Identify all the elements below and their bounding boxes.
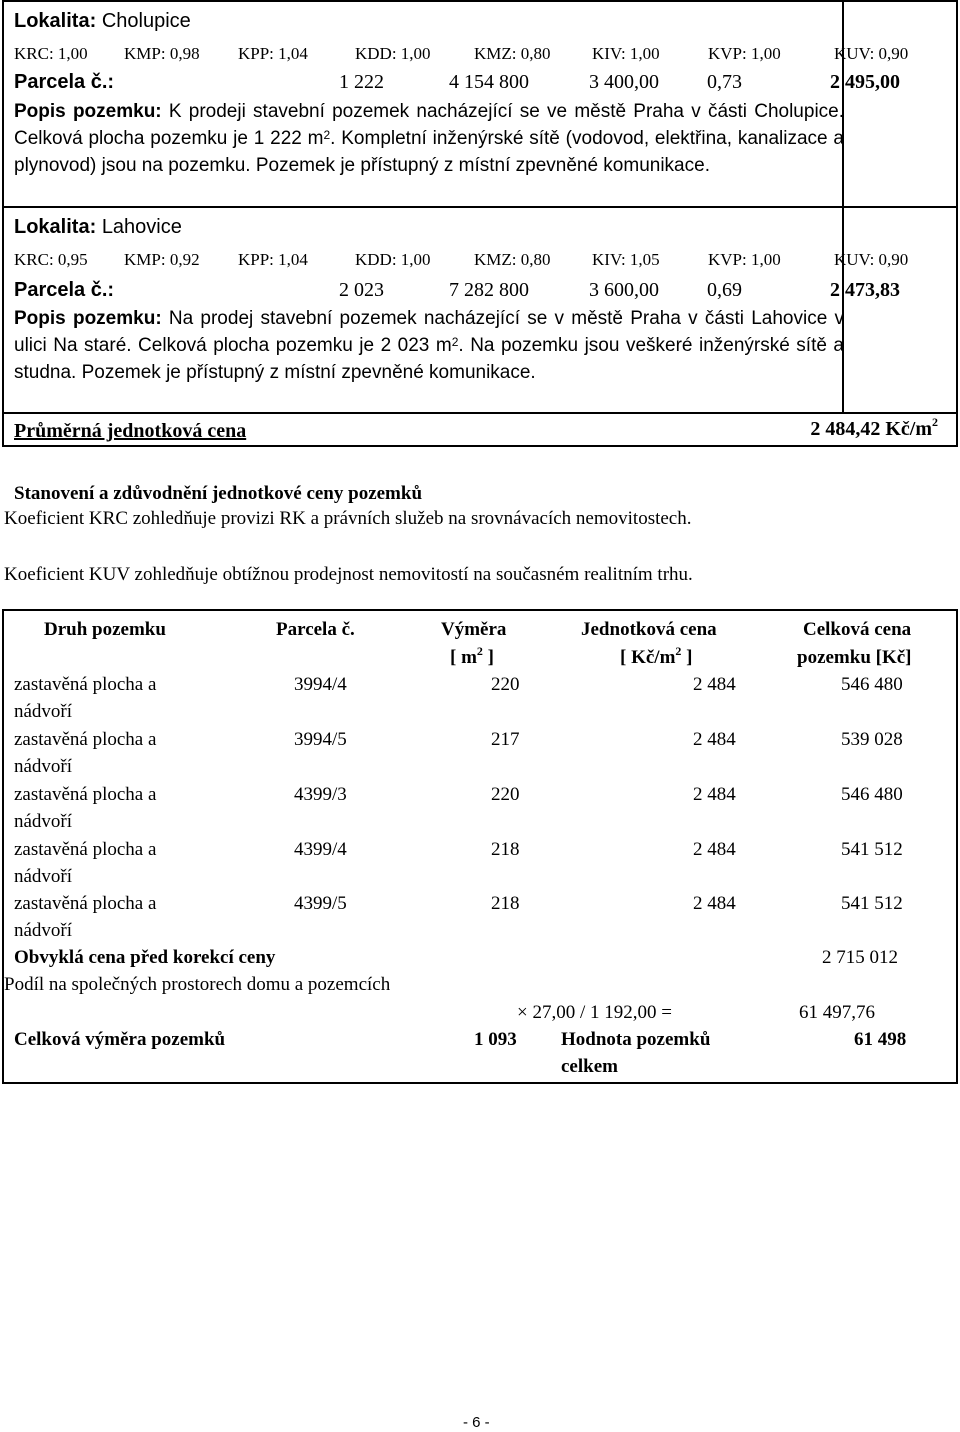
coef-kdd: KDD: 1,00: [355, 44, 431, 63]
justification-line-1: Koeficient KRC zohledňuje provizi RK a právních služeb na srovnávacích nemovitostech.: [4, 508, 692, 529]
cell-celkova: 539 028: [841, 729, 903, 750]
desc-label: Popis pozemku:: [14, 101, 162, 122]
coef-kvp: KVP: 1,00: [708, 44, 781, 63]
desc-text: Na prodej stavební pozemek nacházející se v městě Praha v části Lahovice v ulici Na staré. Celková plocha pozemku je 2 023 m: [14, 308, 844, 356]
unit-text: [ m: [450, 647, 477, 668]
unit-sup: 2: [476, 644, 483, 658]
coef-kpp: KPP: 1,04: [238, 44, 308, 63]
justification-line-2: Koeficient KUV zohledňuje obtížnou prodejnost nemovitostí na současném realitním trhu.: [4, 564, 693, 585]
hodnota-label-2: celkem: [561, 1056, 618, 1077]
cell-parcela: 3994/4: [294, 674, 347, 695]
desc-sup: 2: [451, 335, 459, 349]
unit-sup: 2: [675, 644, 682, 658]
cell-druh-2: nádvoří: [14, 920, 73, 941]
average-label: Průměrná jednotková cena: [14, 420, 247, 442]
cell-jednotkova: 2 484: [693, 784, 736, 805]
parcel-price: 7 282 800: [449, 279, 529, 301]
cell-vymera: 220: [491, 784, 520, 805]
header-parcela: Parcela č.: [276, 619, 355, 640]
hodnota-value: 61 498: [854, 1029, 907, 1050]
loc2-name: Lahovice: [101, 216, 182, 238]
average-value: [810, 415, 938, 441]
hodnota-label: Hodnota pozemků: [561, 1029, 711, 1050]
header-druh: Druh pozemku: [44, 619, 166, 640]
coef-krc: KRC: 1,00: [14, 44, 88, 63]
cell-parcela: 4399/3: [294, 784, 347, 805]
cell-vymera: 218: [491, 893, 520, 914]
desc-text: K prodeji stavební pozemek nacházející se ve městě Praha v části Cholupice. Celková plocha pozemku je 1 222 m: [14, 101, 845, 149]
cell-druh: zastavěná plocha a: [14, 784, 157, 805]
cell-druh-2: nádvoří: [14, 866, 73, 887]
cell-parcela: 4399/4: [294, 839, 347, 860]
parcel-coefficient: 0,69: [707, 279, 742, 301]
justification-heading: Stanovení a zdůvodnění jednotkové ceny pozemků: [14, 483, 423, 504]
header-vymera: Výměra: [441, 619, 507, 640]
parcel-area: 2 023: [339, 279, 384, 301]
loc1-name: Cholupice: [101, 10, 191, 32]
parcel-adjusted-price: 2 495,00: [830, 71, 900, 93]
cell-parcela: 3994/5: [294, 729, 347, 750]
parcel-adjusted-price: 2 473,83: [830, 279, 900, 301]
cell-druh: zastavěná plocha a: [14, 674, 157, 695]
podil-value: 61 497,76: [799, 1002, 875, 1023]
cell-druh-2: nádvoří: [14, 811, 73, 832]
coef-kmp: KMP: 0,92: [124, 250, 200, 269]
desc-text-2: . Na pozemku jsou veškeré inženýrské sítě a studna. Pozemek je přístupný z místní zpevněné komunikace.: [14, 335, 845, 383]
parcel-label: Parcela č.:: [14, 279, 115, 301]
coef-kmp: KMP: 0,98: [124, 44, 200, 63]
cell-vymera: 217: [491, 729, 520, 750]
cell-jednotkova: 2 484: [693, 893, 736, 914]
parcel-unit-price: 3 400,00: [589, 71, 659, 93]
loc2-heading: [14, 216, 182, 239]
header-jednotkova-unit: [620, 644, 693, 669]
celkova-vymera-value: 1 093: [474, 1029, 517, 1050]
unit-text: [ Kč/m: [620, 647, 676, 668]
unit-close: ]: [681, 647, 693, 668]
coef-kdd: KDD: 1,00: [355, 250, 431, 269]
cell-celkova: 546 480: [841, 784, 903, 805]
podil-label: Podíl na společných prostorech domu a pozemcích: [4, 974, 391, 995]
desc-sup: 2: [323, 128, 331, 142]
obvykla-value: 2 715 012: [822, 947, 898, 968]
desc-text-2: . Kompletní inženýrské sítě (vodovod, elektřina, kanalizace a plynovod) jsou na pozemku. Pozemek je přístupný z místní zpevněné komunikace.: [14, 128, 844, 176]
loc1-label: Lokalita:: [14, 10, 97, 32]
coef-kvp: KVP: 1,00: [708, 250, 781, 269]
page-number: - 6 -: [463, 1414, 490, 1431]
average-divider: [2, 412, 958, 414]
coef-kuv: KUV: 0,90: [834, 250, 909, 269]
cell-celkova: 546 480: [841, 674, 903, 695]
cell-vymera: 220: [491, 674, 520, 695]
coef-kmz: KMZ: 0,80: [474, 44, 551, 63]
header-jednotkova: Jednotková cena: [581, 619, 717, 640]
loc2-label: Lokalita:: [14, 216, 97, 238]
average-value-sup: 2: [932, 415, 938, 429]
cell-druh-2: nádvoří: [14, 756, 73, 777]
coef-kuv: KUV: 0,90: [834, 44, 909, 63]
cell-druh-2: nádvoří: [14, 701, 73, 722]
loc2-description: [14, 305, 844, 386]
obvykla-label: Obvyklá cena před korekcí ceny: [14, 947, 276, 968]
celkova-vymera-label: Celková výměra pozemků: [14, 1029, 226, 1050]
cell-celkova: 541 512: [841, 839, 903, 860]
podil-formula: × 27,00 / 1 192,00 =: [517, 1002, 672, 1023]
cell-jednotkova: 2 484: [693, 674, 736, 695]
coef-krc: KRC: 0,95: [14, 250, 88, 269]
coef-kiv: KIV: 1,05: [592, 250, 660, 269]
cell-druh: zastavěná plocha a: [14, 839, 157, 860]
loc1-heading: [14, 10, 191, 33]
parcel-unit-price: 3 600,00: [589, 279, 659, 301]
parcel-area: 1 222: [339, 71, 384, 93]
parcel-coefficient: 0,73: [707, 71, 742, 93]
desc-label: Popis pozemku:: [14, 308, 162, 329]
parcel-label: Parcela č.:: [14, 71, 115, 93]
average-value-text: 2 484,42 Kč/m: [810, 418, 932, 440]
box-divider: [2, 206, 958, 208]
parcel-price: 4 154 800: [449, 71, 529, 93]
cell-jednotkova: 2 484: [693, 729, 736, 750]
loc1-description: [14, 98, 844, 179]
cell-druh: zastavěná plocha a: [14, 729, 157, 750]
cell-parcela: 4399/5: [294, 893, 347, 914]
header-vymera-unit: [450, 644, 494, 669]
cell-vymera: 218: [491, 839, 520, 860]
cell-jednotkova: 2 484: [693, 839, 736, 860]
cell-celkova: 541 512: [841, 893, 903, 914]
coef-kiv: KIV: 1,00: [592, 44, 660, 63]
unit-close: ]: [482, 647, 494, 668]
header-celkova-unit: pozemku [Kč]: [797, 647, 912, 668]
coef-kpp: KPP: 1,04: [238, 250, 308, 269]
coef-kmz: KMZ: 0,80: [474, 250, 551, 269]
cell-druh: zastavěná plocha a: [14, 893, 157, 914]
header-celkova: Celková cena: [803, 619, 912, 640]
